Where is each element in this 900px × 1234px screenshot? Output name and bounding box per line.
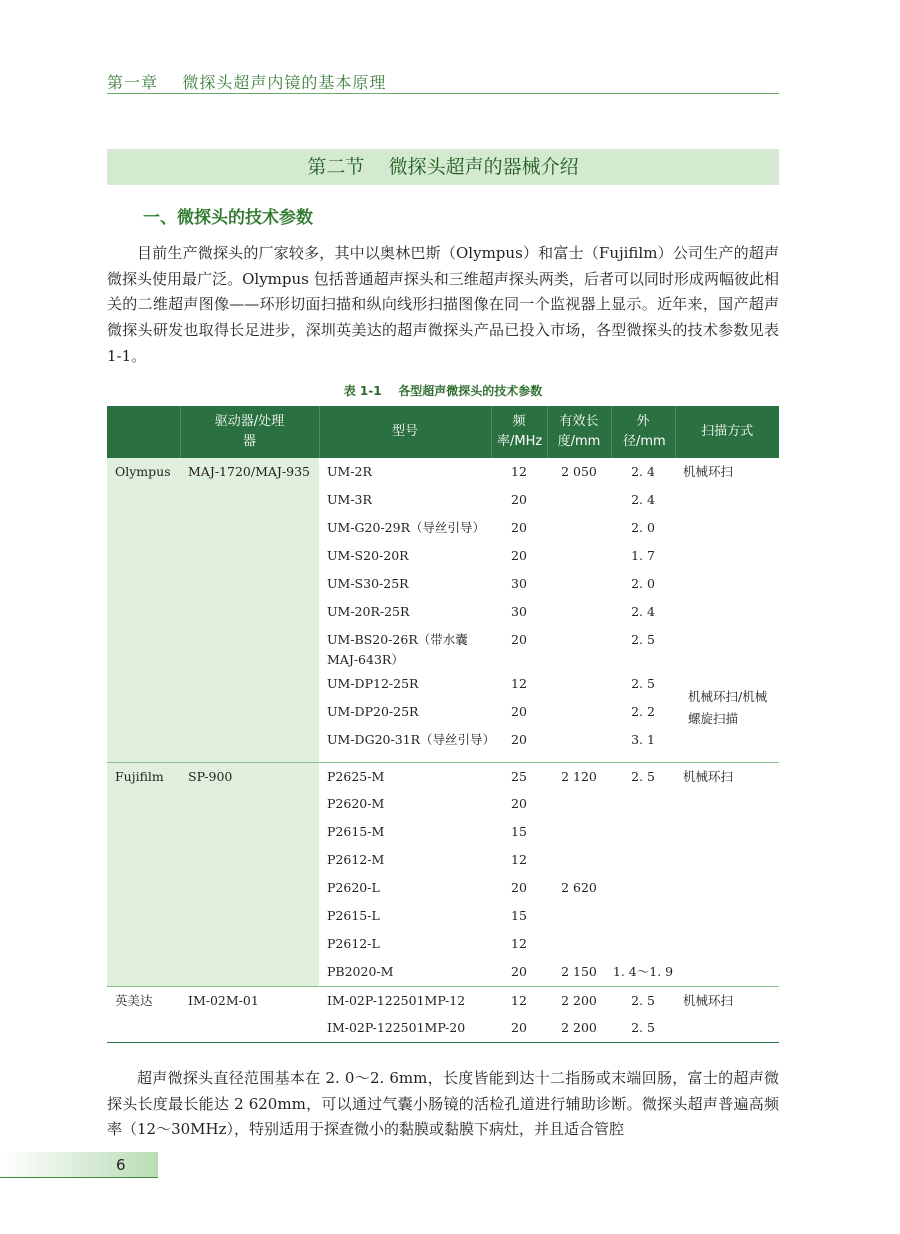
scan-cell [675,930,779,958]
model-cell: UM-2R [327,464,372,479]
model-cell: P2620-L [327,880,380,895]
model-cell: P2612-M [327,852,385,867]
manufacturer-cell [107,598,180,626]
length-cell [547,790,611,818]
frequency-cell: 20 [511,732,527,747]
model-cell: UM-G20-29R（导丝引导） [327,520,485,535]
scan-cell [675,1014,779,1042]
length-cell [547,626,611,670]
length-cell [547,486,611,514]
frequency-cell: 30 [511,604,527,619]
table-header-row [107,406,779,458]
header-diameter-label: 外径/mm [623,414,666,449]
manufacturer-cell [107,902,180,930]
driver-cell [180,626,319,670]
driver-cell [180,486,319,514]
model-cell: UM-DP20-25R [327,704,419,719]
frequency-cell: 15 [511,824,527,839]
diameter-cell: 2. 4 [631,492,655,507]
diameter-cell: 2. 4 [631,464,655,479]
length-cell [547,818,611,846]
table-row [107,790,779,818]
length-cell: 2 050 [561,464,597,479]
model-cell: UM-DP12-25R [327,676,419,691]
table-row [107,570,779,598]
frequency-cell: 20 [511,964,527,979]
scan-cell: 机械环扫 [675,986,779,1014]
frequency-cell: 20 [511,796,527,811]
driver-cell [180,570,319,598]
scan-cell [675,818,779,846]
diameter-cell [611,874,675,902]
length-cell [547,698,611,726]
manufacturer-cell [107,570,180,598]
frequency-cell: 25 [491,762,547,790]
header-frequency [491,406,547,458]
model-cell: UM-DG20-31R（导丝引导） [327,732,496,747]
model-cell: P2612-L [327,936,380,951]
page-number-rule [0,1177,158,1178]
frequency-cell: 12 [511,464,527,479]
model-cell: P2620-M [327,796,385,811]
header-diameter [611,406,675,458]
after-table-paragraph [107,1066,779,1143]
page-number: 6 [116,1156,126,1174]
table-row [107,726,779,762]
length-cell [547,514,611,542]
model-cell: UM-20R-25R [327,604,410,619]
manufacturer-cell [107,818,180,846]
header-length-label: 有效长度/mm [557,414,601,449]
table-row [107,514,779,542]
manufacturer-cell [107,930,180,958]
diameter-cell: 3. 1 [631,732,655,747]
length-cell: 2 120 [547,762,611,790]
table-row [107,846,779,874]
scan-cell [675,486,779,514]
manufacturer-cell [107,846,180,874]
manufacturer-cell: 英美达 [107,986,180,1014]
diameter-cell [611,930,675,958]
driver-cell: SP-900 [180,762,319,790]
header-manufacturer [107,406,180,458]
manufacturer-cell [107,874,180,902]
manufacturer-cell [107,726,180,762]
subsection-title: 一、微探头的技术参数 [143,208,313,228]
table-body [107,458,779,1042]
scan-cell [675,902,779,930]
header-rule [107,93,779,94]
manufacturer-cell [107,1014,180,1042]
length-cell [547,846,611,874]
model-cell: IM-02P-122501MP-12 [319,986,491,1014]
frequency-cell: 20 [511,492,527,507]
scan-cell [675,790,779,818]
diameter-cell: 2. 5 [631,1020,655,1035]
driver-cell [180,958,319,986]
diameter-cell: 2. 0 [631,520,655,535]
driver-cell [180,514,319,542]
header-frequency-label: 频率/MHz [497,414,543,449]
scan-cell [675,542,779,570]
scan-cell: 机械环扫 [675,762,779,790]
table-row [107,762,779,790]
frequency-cell: 12 [511,852,527,867]
model-cell: UM-3R [327,492,372,507]
table-row [107,1014,779,1042]
header-scan: 扫描方式 [675,406,779,458]
manufacturer-cell [107,698,180,726]
diameter-cell: 1. 7 [631,548,655,563]
intro-paragraph [107,241,779,370]
frequency-cell: 30 [511,576,527,591]
table-row [107,818,779,846]
manufacturer-cell [107,626,180,670]
scan-cell [675,874,779,902]
length-cell [547,902,611,930]
table-row [107,930,779,958]
frequency-cell: 12 [491,986,547,1014]
table-row [107,598,779,626]
manufacturer-cell [107,670,180,698]
page-number-bar [0,1152,158,1178]
driver-cell [180,726,319,762]
driver-cell: MAJ-1720/MAJ-935 [180,458,319,486]
frequency-cell: 20 [511,704,527,719]
diameter-cell [611,902,675,930]
driver-cell [180,818,319,846]
diameter-cell: 2. 5 [611,986,675,1014]
frequency-cell: 20 [511,1020,527,1035]
model-cell: UM-S20-20R [327,548,409,563]
driver-cell [180,790,319,818]
manufacturer-cell [107,514,180,542]
driver-cell [180,698,319,726]
frequency-cell: 12 [511,936,527,951]
length-cell: 2 200 [547,986,611,1014]
frequency-cell: 20 [511,548,527,563]
driver-cell [180,874,319,902]
table-row [107,986,779,1014]
scan-cell [675,958,779,986]
after-table-paragraph-text: 超声微探头直径范围基本在 2. 0～2. 6mm，长度皆能到达十二指肠或末端回肠，富士的超声微探头长度最长能达 2 620mm，可以通过气囊小肠镜的活检孔道进行辅助诊断。微探头超声普遍高频率（12～30MHz），特别适用于探查微小的黏膜或黏膜下病灶，并且适合管腔 [107,1069,779,1139]
length-cell [547,542,611,570]
parameters-table [107,406,779,1043]
manufacturer-cell [107,542,180,570]
frequency-cell: 20 [511,632,527,647]
merged-scan-label: 机械环扫/机械螺旋扫描 [688,689,768,726]
driver-cell [180,670,319,698]
diameter-cell: 2. 5 [631,676,655,691]
driver-cell [180,1014,319,1042]
length-cell [547,598,611,626]
table-row [107,874,779,902]
manufacturer-cell: Fujifilm [107,762,180,790]
frequency-cell: 15 [511,908,527,923]
scan-cell: 机械环扫 [683,464,734,479]
table-row [107,958,779,986]
manufacturer-cell [107,958,180,986]
intro-paragraph-text: 目前生产微探头的厂家较多，其中以奥林巴斯（Olympus）和富士（Fujifilm）公司生产的超声微探头使用最广泛。Olympus 包括普通超声探头和三维超声探头两类，后者可以同时形成两幅彼此相关的二维超声图像——环形切面扫描和纵向线形扫描图像在同一个监视器上显示。近年来，国产超声微探头研发也取得长足进步，深圳英美达的超声微探头产品已投入市场，各型微探头的技术参数见表 1-1。 [107,244,779,365]
frequency-cell: 20 [511,880,527,895]
diameter-cell: 2. 2 [631,704,655,719]
scan-cell [675,598,779,626]
scan-cell [675,514,779,542]
header-model: 型号 [319,406,491,458]
table-row [107,458,779,486]
driver-cell [180,930,319,958]
manufacturer-cell: Olympus [107,458,180,486]
table-row [107,698,779,726]
length-cell [547,670,611,698]
diameter-cell: 2. 4 [631,604,655,619]
model-cell: P2615-L [327,908,380,923]
header-driver [180,406,319,458]
model-cell: UM-S30-25R [327,576,409,591]
scan-cell [675,846,779,874]
driver-cell: IM-02M-01 [180,986,319,1014]
scan-cell [675,726,779,762]
table-caption: 表 1-1 各型超声微探头的技术参数 [343,384,543,398]
diameter-cell: 1. 4～1. 9 [612,964,674,979]
driver-cell [180,902,319,930]
length-cell [547,570,611,598]
table-row [107,626,779,670]
chapter-header: 第一章 微探头超声内镜的基本原理 [107,73,387,92]
diameter-cell: 2. 0 [631,576,655,591]
scan-cell [675,626,779,670]
diameter-cell: 2. 5 [611,762,675,790]
table-row [107,670,779,698]
model-cell: IM-02P-122501MP-20 [327,1020,466,1035]
model-cell: P2615-M [327,824,385,839]
driver-cell [180,598,319,626]
length-cell: 2 620 [561,880,597,895]
model-cell: PB2020-M [327,964,394,979]
length-cell [547,726,611,762]
scan-cell [675,570,779,598]
section-title: 第二节 微探头超声的器械介绍 [107,149,779,185]
model-cell: UM-BS20-26R（带水囊 MAJ-643R） [327,632,468,667]
diameter-cell: 2. 5 [631,632,655,647]
length-cell [547,930,611,958]
diameter-cell [611,846,675,874]
model-cell: P2625-M [319,762,491,790]
length-cell: 2 150 [561,964,597,979]
length-cell: 2 200 [561,1020,597,1035]
diameter-cell [611,790,675,818]
manufacturer-cell [107,790,180,818]
diameter-cell [611,818,675,846]
frequency-cell: 12 [511,676,527,691]
table-row [107,542,779,570]
table-row [107,486,779,514]
table-row [107,902,779,930]
manufacturer-cell [107,486,180,514]
frequency-cell: 20 [511,520,527,535]
header-length [547,406,611,458]
driver-cell [180,542,319,570]
driver-cell [180,846,319,874]
header-driver-label: 驱动器/处理器 [214,414,285,449]
